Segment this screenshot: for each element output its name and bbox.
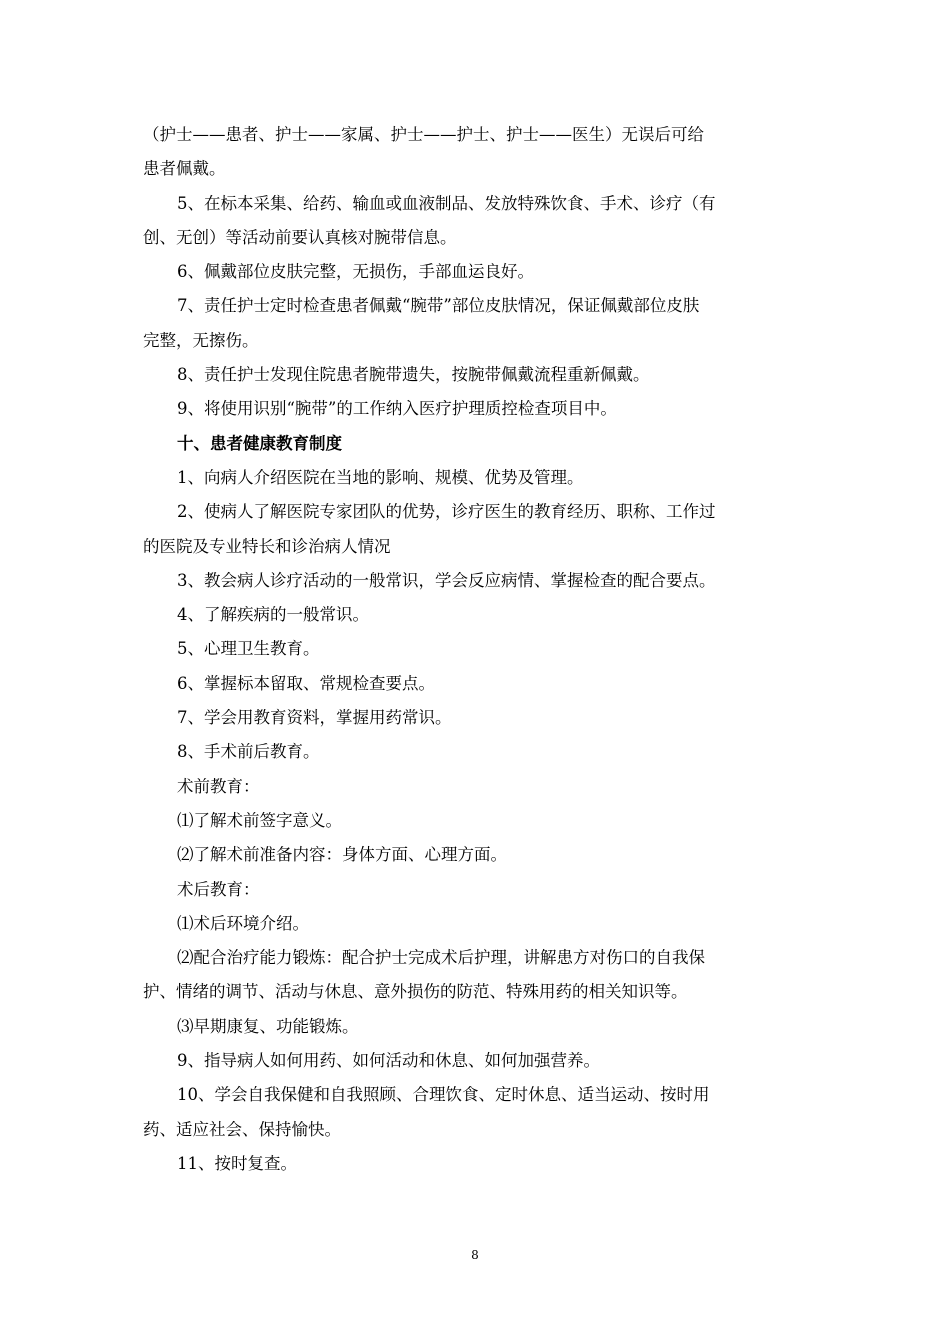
- text-line: 的医院及专业特长和诊治病人情况: [143, 536, 391, 556]
- page-number: 8: [471, 1248, 479, 1262]
- text-line: 9、将使用识别“腕带”的工作纳入医疗护理质控检查项目中。: [177, 399, 617, 419]
- text-line: 创、无创）等活动前要认真核对腕带信息。: [143, 227, 457, 247]
- text-line: 7、学会用教育资料，掌握用药常识。: [177, 708, 452, 728]
- text-line: 9、指导病人如何用药、如何活动和休息、如何加强营养。: [177, 1051, 600, 1071]
- text-line: 10、学会自我保健和自我照顾、合理饮食、定时休息、适当运动、按时用: [177, 1085, 710, 1105]
- text-line: ⑴了解术前签字意义。: [177, 810, 342, 830]
- text-line: 8、手术前后教育。: [177, 742, 320, 762]
- text-line: ⑶早期康复、功能锻炼。: [177, 1016, 359, 1036]
- section-heading: 十、患者健康教育制度: [177, 433, 342, 453]
- text-line: 4、了解疾病的一般常识。: [177, 605, 369, 625]
- text-line: 6、佩戴部位皮肤完整，无损伤，手部血运良好。: [177, 262, 534, 282]
- text-line: 完整，无擦伤。: [143, 330, 259, 350]
- text-line: 药、适应社会、保持愉快。: [143, 1119, 341, 1139]
- text-line: 术前教育：: [177, 776, 260, 796]
- text-line: 3、教会病人诊疗活动的一般常识，学会反应病情、掌握检查的配合要点。: [177, 570, 716, 590]
- text-line: 8、责任护士发现住院患者腕带遗失，按腕带佩戴流程重新佩戴。: [177, 365, 650, 385]
- text-line: 11、按时复查。: [177, 1153, 297, 1173]
- text-line: 5、在标本采集、给药、输血或血液制品、发放特殊饮食、手术、诊疗（有: [177, 193, 716, 213]
- document-body: [143, 118, 808, 1181]
- text-line: ⑴术后环境介绍。: [177, 913, 309, 933]
- text-line: ⑵了解术前准备内容：身体方面、心理方面。: [177, 845, 507, 865]
- text-line: 5、心理卫生教育。: [177, 639, 320, 659]
- text-line: 6、掌握标本留取、常规检查要点。: [177, 673, 435, 693]
- text-line: 护、情绪的调节、活动与休息、意外损伤的防范、特殊用药的相关知识等。: [143, 982, 688, 1002]
- text-line: 术后教育：: [177, 879, 260, 899]
- text-line: 患者佩戴。: [143, 159, 226, 179]
- text-line: 1、向病人介绍医院在当地的影响、规模、优势及管理。: [177, 467, 584, 487]
- text-line: 2、使病人了解医院专家团队的优势，诊疗医生的教育经历、职称、工作过: [177, 502, 716, 522]
- text-line: （护士——患者、护士——家属、护士——护士、护士——医生）无误后可给: [143, 125, 704, 144]
- text-line: ⑵配合治疗能力锻炼：配合护士完成术后护理，讲解患方对伤口的自我保: [177, 948, 705, 968]
- text-line: 7、责任护士定时检查患者佩戴“腕带”部位皮肤情况，保证佩戴部位皮肤: [177, 296, 700, 316]
